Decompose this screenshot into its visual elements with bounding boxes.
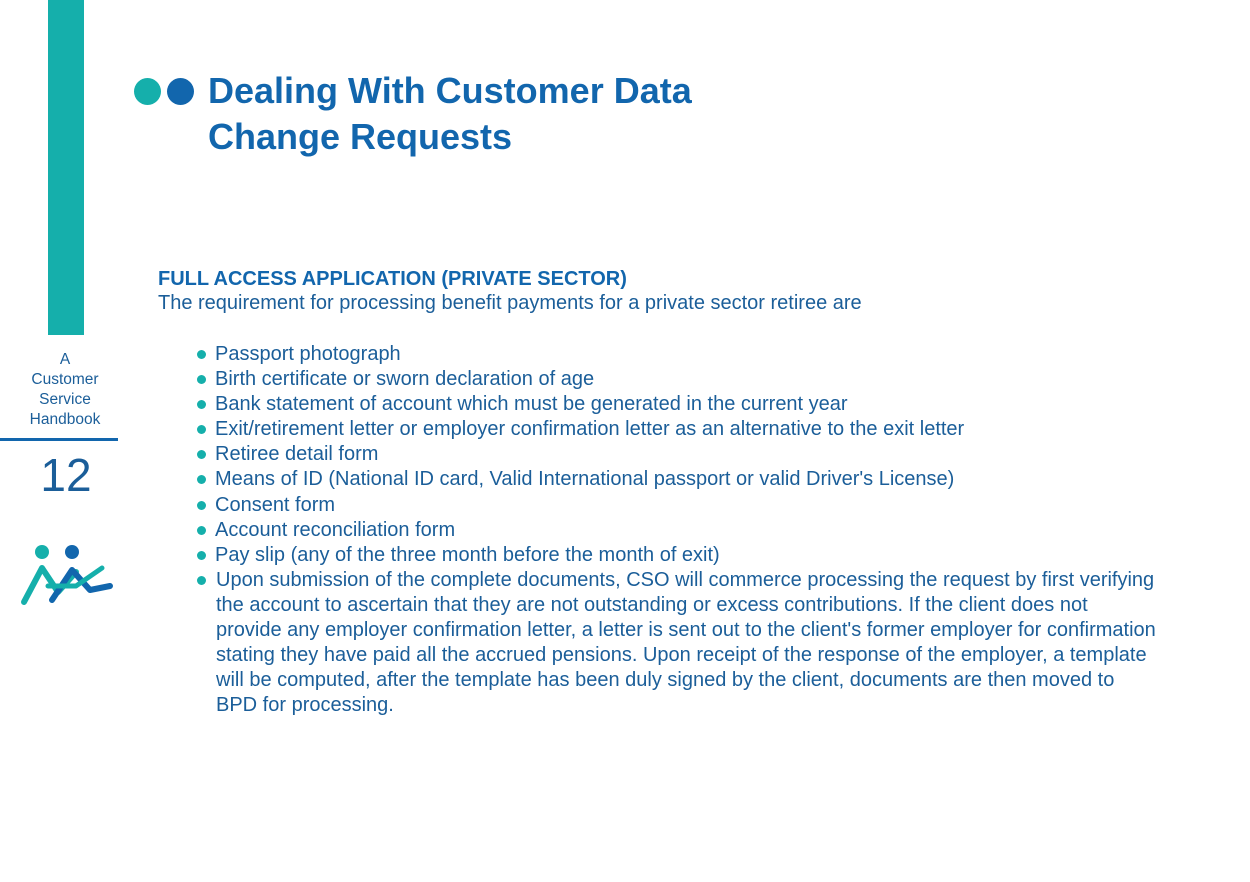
list-item-text: Means of ID (National ID card, Valid International passport or valid Driver's License) (215, 468, 955, 491)
teal-dot-icon (134, 78, 161, 105)
page-number: 12 (40, 449, 92, 501)
list-item (196, 518, 1156, 543)
handbook-label-line: Customer (31, 371, 99, 388)
list-item (196, 442, 1156, 467)
bullet-icon (197, 551, 206, 560)
sidebar-divider (0, 438, 118, 441)
bullet-icon (197, 400, 206, 409)
list-item (196, 543, 1156, 568)
page-title-line-2: Change Requests (208, 116, 513, 157)
bullet-icon (197, 475, 206, 484)
section-heading: FULL ACCESS APPLICATION (PRIVATE SECTOR) (158, 268, 627, 290)
bullet-icon (197, 450, 206, 459)
intro-text: The requirement for processing benefit payments for a private sector retiree are (158, 292, 862, 314)
handbook-label-line: Handbook (29, 411, 101, 428)
list-item-text: Passport photograph (215, 343, 401, 365)
handbook-label (10, 350, 120, 430)
bullet-icon (197, 425, 206, 434)
list-item (196, 417, 1156, 442)
page-title (208, 68, 908, 160)
bullet-icon (197, 576, 206, 585)
list-item-text: Upon submission of the complete documents, CSO will commerce processing the request by first verifying the account to ascertain that they are not outstanding or excess contributions. If the client does not provide any employer confirmation letter, a letter is sent out to the client's former employer for confirmation stating they have paid all the accrued pensions. Upon receipt of the response of the employer, a template will be computed, after the template has been duly signed by the client, documents are then moved to BPD for processing. (216, 568, 1156, 717)
list-item (196, 367, 1156, 392)
bullet-icon (197, 526, 206, 535)
list-item-text: Retiree detail form (215, 443, 379, 466)
list-item-text: Pay slip (any of the three month before the month of exit) (215, 543, 720, 566)
list-item (196, 392, 1156, 417)
list-item-text: Account reconciliation form (215, 518, 456, 541)
bullet-icon (197, 501, 206, 510)
list-item-text: Bank statement of account which must be generated in the current year (215, 393, 848, 416)
page-title-line-1: Dealing With Customer Data (208, 70, 692, 111)
list-item-text: Exit/retirement letter or employer confirmation letter as an alternative to the exit letter (215, 418, 965, 441)
bullet-icon (197, 350, 206, 359)
bullet-icon (197, 375, 206, 384)
blue-dot-icon (167, 78, 194, 105)
handbook-label-line: Service (39, 391, 91, 408)
list-item (196, 493, 1156, 518)
list-item (196, 568, 1156, 719)
requirements-list (196, 342, 1156, 718)
people-logo-icon (18, 540, 118, 610)
handbook-label-line: A (59, 351, 71, 368)
title-dots-icon (134, 78, 196, 106)
list-item-text: Birth certificate or sworn declaration of age (215, 368, 595, 391)
list-item-text: Consent form (215, 493, 336, 516)
list-item (196, 467, 1156, 492)
list-item (196, 342, 1156, 367)
sidebar-accent-bar (48, 0, 84, 335)
